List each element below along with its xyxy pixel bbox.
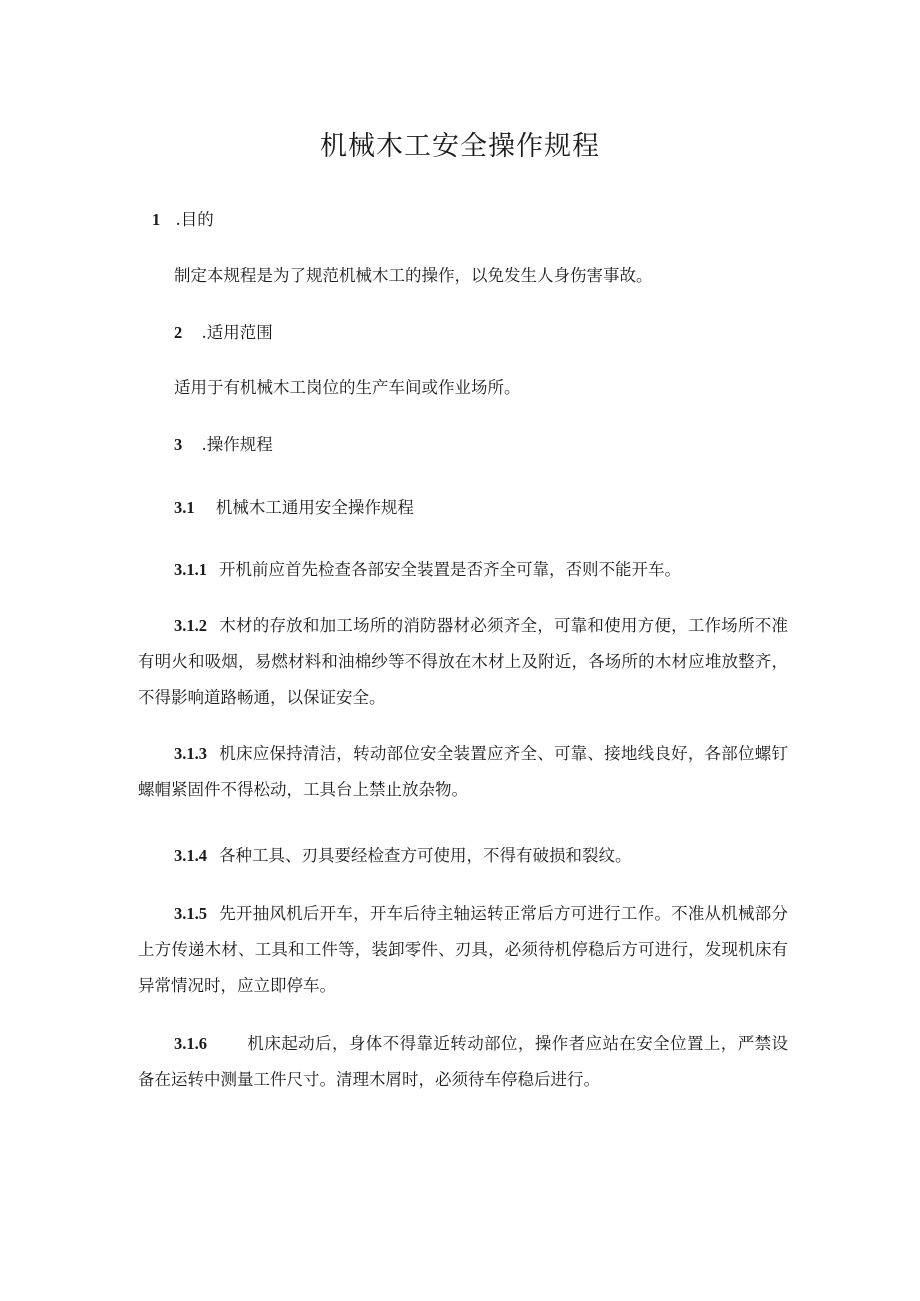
clause-number: 3.1.2 bbox=[174, 616, 207, 635]
clause-number: 3.1.6 bbox=[174, 1034, 207, 1053]
section-title: 机械木工通用安全操作规程 bbox=[215, 498, 414, 517]
section-heading-3 bbox=[174, 427, 273, 463]
section-title: .操作规程 bbox=[201, 435, 273, 454]
clause-3-1-5 bbox=[138, 896, 788, 1004]
clause-text: 机床起动后，身体不得靠近转动部位，操作者应站在安全位置上，严禁设备在运转中测量工件尺寸。清理木屑时，必须待车停稳后进行。 bbox=[138, 1034, 788, 1089]
section-body-2: 适用于有机械木工岗位的生产车间或作业场所。 bbox=[174, 378, 521, 397]
clause-number: 3.1.1 bbox=[174, 560, 207, 579]
clause-number: 3.1.3 bbox=[174, 744, 207, 763]
section-heading-1 bbox=[152, 202, 214, 238]
section-number: 1 bbox=[152, 210, 161, 229]
clause-3-1-3 bbox=[138, 736, 788, 808]
clause-3-1-2 bbox=[138, 608, 788, 716]
clause-text: 木材的存放和加工场所的消防器材必须齐全，可靠和使用方便，工作场所不准有明火和吸烟，易燃材料和油棉纱等不得放在木材上及附近，各场所的木材应堆放整齐，不得影响道路畅通，以保证安全。 bbox=[138, 616, 788, 707]
subsection-heading-3-1 bbox=[174, 490, 414, 526]
clause-text: 机床应保持清洁，转动部位安全装置应齐全、可靠、接地线良好，各部位螺钉螺帽紧固件不得松动，工具台上禁止放杂物。 bbox=[138, 744, 788, 799]
section-heading-2 bbox=[174, 315, 273, 351]
clause-text: 各种工具、刃具要经检查方可使用，不得有破损和裂纹。 bbox=[219, 846, 632, 865]
section-body-1: 制定本规程是为了规范机械木工的操作，以免发生人身伤害事故。 bbox=[174, 266, 653, 285]
section-number: 2 bbox=[174, 323, 183, 342]
section-number: 3 bbox=[174, 435, 183, 454]
section-title: .目的 bbox=[175, 210, 214, 229]
clause-text: 先开抽风机后开车，开车后待主轴运转正常后方可进行工作。不准从机械部分上方传递木材、工具和工件等，装卸零件、刃具，必须待机停稳后方可进行，发现机床有异常情况时，应立即停车。 bbox=[138, 904, 788, 995]
clause-text: 开机前应首先检查各部安全装置是否齐全可靠，否则不能开车。 bbox=[219, 560, 681, 579]
clause-3-1-1 bbox=[138, 552, 788, 588]
section-number: 3.1 bbox=[174, 498, 195, 517]
clause-number: 3.1.5 bbox=[174, 904, 207, 923]
page-title: 机械木工安全操作规程 bbox=[320, 131, 600, 162]
clause-3-1-4 bbox=[138, 838, 788, 874]
clause-number: 3.1.4 bbox=[174, 846, 207, 865]
section-title: .适用范围 bbox=[201, 323, 273, 342]
clause-3-1-6 bbox=[138, 1026, 788, 1098]
